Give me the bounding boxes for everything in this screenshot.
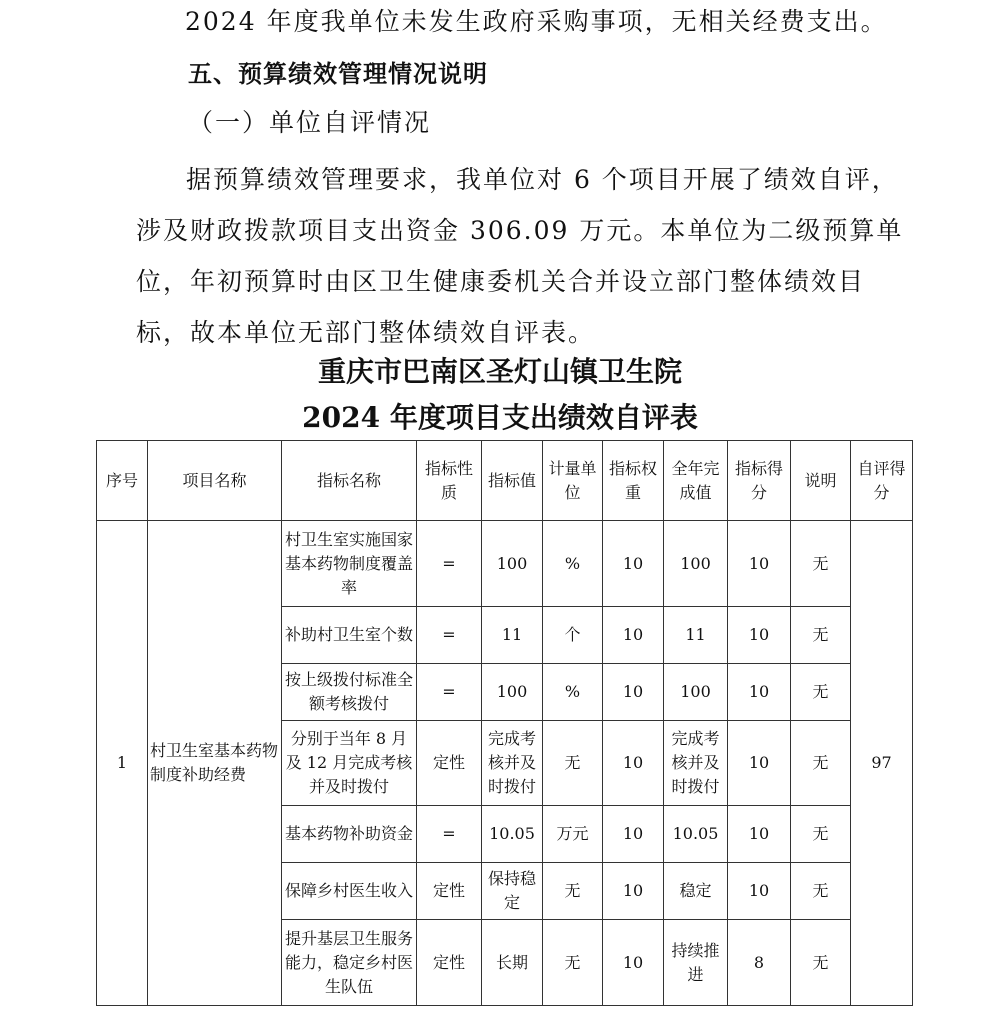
indicator-name-cell: 提升基层卫生服务能力，稳定乡村医生队伍 [282, 920, 417, 1006]
indicator-value-cell: 长期 [482, 920, 543, 1006]
indicator-nature-cell: 定性 [417, 920, 482, 1006]
subsection-heading: （一）单位自评情况 [188, 108, 432, 137]
indicator-value-cell: 100 [482, 521, 543, 607]
actual-value-cell: 稳定 [664, 863, 728, 920]
indicator-nature-cell: = [417, 607, 482, 664]
actual-value-cell: 10.05 [664, 806, 728, 863]
evaluation-paragraph: 据预算绩效管理要求，我单位对 6 个项目开展了绩效自评，涉及财政拨款项目支出资金 306.09 万元。本单位为二级预算单位，年初预算时由区卫生健康委机关合并设立部门整体绩效目标，故本单位无部门整体绩效自评表。 [136, 165, 904, 347]
section-heading: 五、预算绩效管理情况说明 [188, 60, 488, 88]
indicator-score-cell: 10 [728, 863, 791, 920]
performance-table [96, 440, 913, 1006]
indicator-value-cell: 11 [482, 607, 543, 664]
actual-value-cell: 11 [664, 607, 728, 664]
intro-line: 2024 年度我单位未发生政府采购事项，无相关经费支出。 [185, 7, 888, 36]
indicator-nature-cell: = [417, 664, 482, 721]
actual-value-cell: 持续推进 [664, 920, 728, 1006]
indicator-score-cell: 10 [728, 806, 791, 863]
note-cell: 无 [791, 664, 851, 721]
indicator-nature-cell: = [417, 806, 482, 863]
indicator-name-cell: 分别于当年 8 月及 12 月完成考核并及时拨付 [282, 721, 417, 806]
indicator-score-cell: 8 [728, 920, 791, 1006]
indicator-name-cell: 保障乡村医生收入 [282, 863, 417, 920]
indicator-name-cell: 村卫生室实施国家基本药物制度覆盖率 [282, 521, 417, 607]
indicator-name-cell: 补助村卫生室个数 [282, 607, 417, 664]
project-seq-cell: 1 [97, 521, 148, 1006]
weight-cell: 10 [603, 521, 664, 607]
weight-cell: 10 [603, 863, 664, 920]
note-cell: 无 [791, 521, 851, 607]
header-unit: 计量单位 [543, 441, 603, 521]
header-project-name: 项目名称 [148, 441, 282, 521]
note-cell: 无 [791, 920, 851, 1006]
indicator-value-cell: 10.05 [482, 806, 543, 863]
project-self-score-cell: 97 [851, 521, 913, 1006]
indicator-value-cell: 保持稳定 [482, 863, 543, 920]
indicator-name-cell: 基本药物补助资金 [282, 806, 417, 863]
header-self-score: 自评得分 [851, 441, 913, 521]
indicator-nature-cell: 定性 [417, 721, 482, 806]
table-row [97, 521, 913, 607]
indicator-name-cell: 按上级拨付标准全额考核拨付 [282, 664, 417, 721]
unit-cell: 无 [543, 721, 603, 806]
header-indicator-score: 指标得分 [728, 441, 791, 521]
header-indicator-nature: 指标性质 [417, 441, 482, 521]
header-seq: 序号 [97, 441, 148, 521]
actual-value-cell: 100 [664, 521, 728, 607]
unit-cell: % [543, 664, 603, 721]
note-cell: 无 [791, 863, 851, 920]
indicator-score-cell: 10 [728, 521, 791, 607]
unit-cell: 无 [543, 863, 603, 920]
table-title-year: 2024 年度项目支出绩效自评表 [302, 401, 698, 434]
weight-cell: 10 [603, 920, 664, 1006]
project-name-cell: 村卫生室基本药物制度补助经费 [148, 521, 282, 1006]
table-header-row [97, 441, 913, 521]
unit-cell: % [543, 521, 603, 607]
note-cell: 无 [791, 721, 851, 806]
table-title-org: 重庆市巴南区圣灯山镇卫生院 [317, 355, 682, 388]
indicator-nature-cell: = [417, 521, 482, 607]
header-indicator-name: 指标名称 [282, 441, 417, 521]
header-indicator-value: 指标值 [482, 441, 543, 521]
note-cell: 无 [791, 806, 851, 863]
weight-cell: 10 [603, 664, 664, 721]
indicator-value-cell: 100 [482, 664, 543, 721]
weight-cell: 10 [603, 607, 664, 664]
unit-cell: 个 [543, 607, 603, 664]
header-weight: 指标权重 [603, 441, 664, 521]
unit-cell: 无 [543, 920, 603, 1006]
actual-value-cell: 100 [664, 664, 728, 721]
note-cell: 无 [791, 607, 851, 664]
header-actual-value: 全年完成值 [664, 441, 728, 521]
indicator-score-cell: 10 [728, 607, 791, 664]
indicator-value-cell: 完成考核并及时拨付 [482, 721, 543, 806]
actual-value-cell: 完成考核并及时拨付 [664, 721, 728, 806]
indicator-score-cell: 10 [728, 664, 791, 721]
weight-cell: 10 [603, 721, 664, 806]
unit-cell: 万元 [543, 806, 603, 863]
header-note: 说明 [791, 441, 851, 521]
indicator-score-cell: 10 [728, 721, 791, 806]
weight-cell: 10 [603, 806, 664, 863]
indicator-nature-cell: 定性 [417, 863, 482, 920]
